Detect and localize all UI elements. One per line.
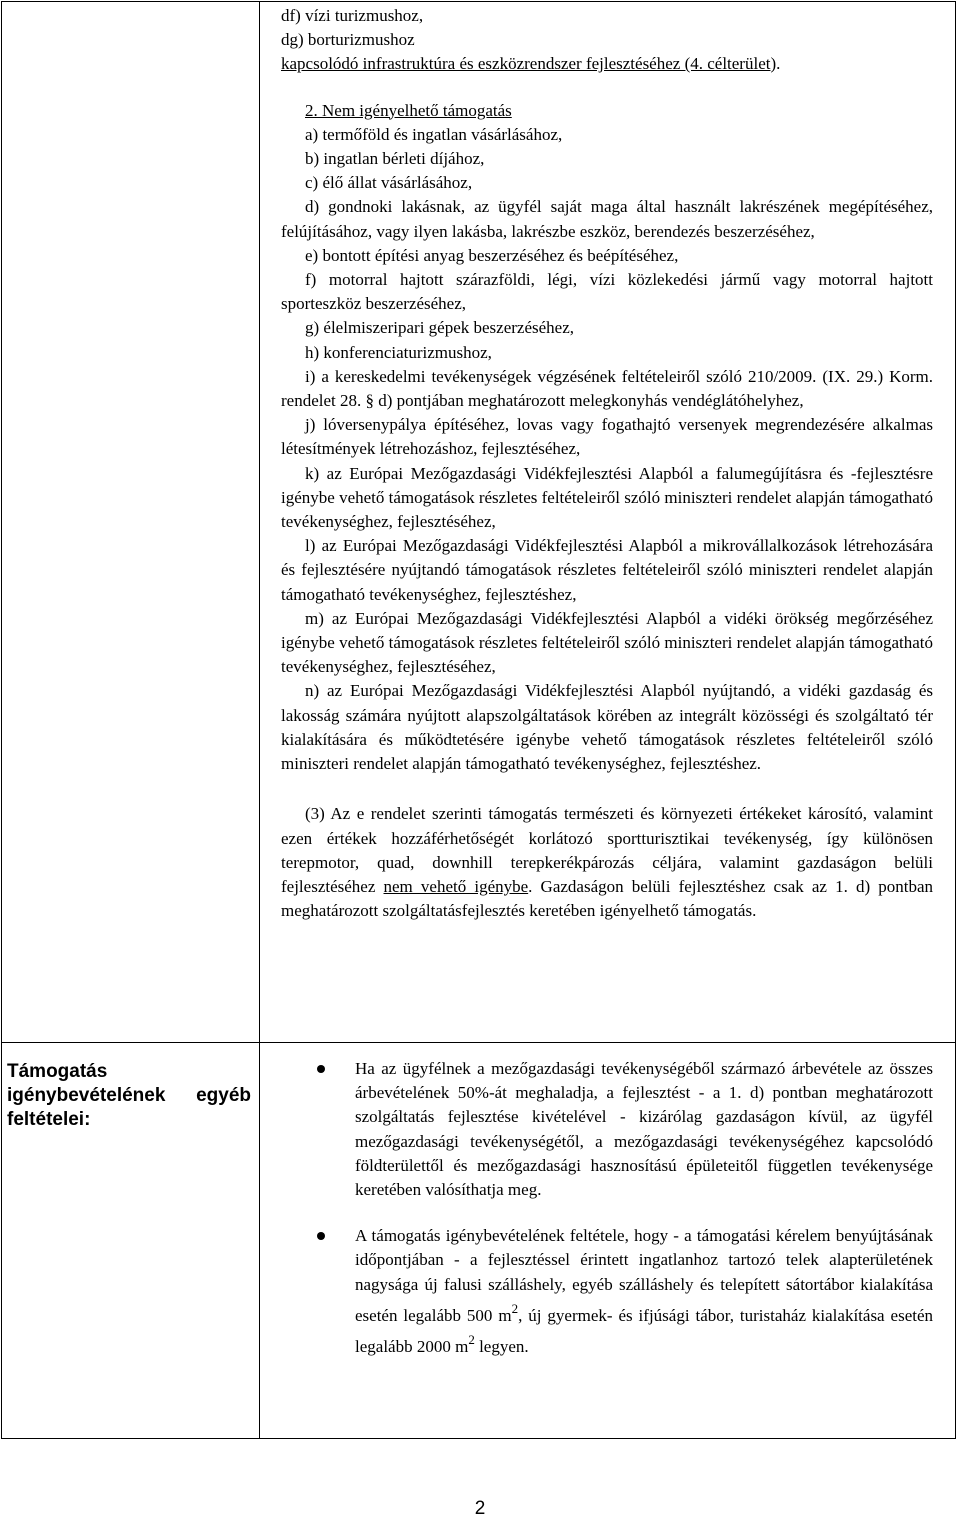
- paragraph-3: [281, 802, 933, 923]
- list-item: l) az Európai Mezőgazdasági Vidékfejlesztési Alapból a mikrovállalkozások létrehozására és fejlesztésére nyújtandó támogatások részletes feltételeiről szóló miniszteri rendelet alapján támogatható tevékenységhez, fejlesztéshez,: [281, 536, 933, 604]
- label-word: egyéb: [196, 1085, 251, 1106]
- bullet-text: , új gyermek- és ifjúsági tábor, turistaház kialakítása esetén legalább 2000 m: [355, 1305, 934, 1357]
- list-item: k) az Európai Mezőgazdasági Vidékfejlesztési Alapból a falumegújításra és -fejlesztésre igénybe vehető támogatások részletes feltételeiről szóló miniszteri rendelet alapján támogatható tevékenységhez, fejlesztéséhez,: [281, 463, 933, 532]
- section-title-nem-igenyelheto: 2. Nem igényelhető támogatás: [305, 100, 512, 120]
- label-line: [7, 1084, 251, 1108]
- bullet-item: [281, 1224, 933, 1359]
- bullet-item: [281, 1057, 933, 1202]
- list-item: c) élő állat vásárlásához,: [305, 173, 473, 193]
- bullet-text: legyen.: [474, 1337, 529, 1357]
- paragraph-3-part: (3) Az e rendelet szerinti támogatás természeti és környezeti értékeket károsító, valamint ezen értékek hozzáférhetőségét korlátozó sportturisztikai tevékenység, így különösen terepmotor, quad, downhill terepkerékpározás céljára, valamint gazdaságon belüli fejlesztéséhez: [281, 804, 933, 896]
- list-item: h) konferenciaturizmushoz,: [305, 342, 492, 362]
- label-line: feltételei:: [7, 1109, 91, 1130]
- superscript: 2: [511, 1300, 519, 1316]
- bullet-text: Ha az ügyfélnek a mezőgazdasági tevékenységéből származó árbevétele az összes árbevételének 50%-át meghaladja, a fejlesztést - a 1. d) pontban meghatározott szolgáltatás fejlesztése kivételével - kizárólag gazdaságon kívül, az ügyfél mezőgazdasági tevékenységétől, a mezőgazdasági tevékenységéhez kapcsolódó földterülettől és mezőgazdasági hasznosítású épületeitől független tevékenysége keretében valósíthatja meg.: [355, 1059, 933, 1200]
- item-df: df) vízi turizmushoz,: [281, 6, 424, 25]
- infra-end: ).: [770, 54, 781, 74]
- list-item: f) motorral hajtott szárazföldi, légi, vízi közlekedési jármű vagy motorral hajtott sporteszköz beszerzéséhez,: [281, 270, 933, 314]
- bullet-dot-icon: [317, 1232, 325, 1240]
- row-label-egyeb-feltetelek: [7, 1060, 251, 1132]
- list-item: i) a kereskedelmi tevékenységek végzésének feltételeiről szóló 210/2009. (IX. 29.) Korm. rendelet 28. § d) pontjában meghatározott melegkonyhás vendéglátóhelyhez,: [281, 366, 933, 411]
- list-item: j) lóversenypálya építéséhez, lovas vagy fogathajtó versenyek megrendezésére alkalmas létesítmények létrehozáshoz, fejlesztéséhez,: [281, 415, 933, 459]
- list-item: d) gondnoki lakásnak, az ügyfél saját maga által használt lakrészének megépítéséhez, felújításához, vagy ilyen lakásba, lakrészbe eszköz, berendezés beszerzéséhez,: [281, 197, 933, 241]
- column-divider: [259, 2, 260, 1438]
- bullet-dot-icon: [317, 1065, 325, 1073]
- list-item: a) termőföld és ingatlan vásárlásához,: [305, 124, 563, 144]
- list-item: g) élelmiszeripari gépek beszerzéséhez,: [305, 318, 575, 338]
- label-line: Támogatás: [7, 1061, 108, 1082]
- infra-line: [281, 52, 933, 76]
- paragraph-3-underlined: nem vehető igénybe: [383, 876, 529, 896]
- label-word: igénybevételének: [7, 1085, 166, 1106]
- bullet-text: A támogatás igénybevételének feltétele, hogy - a támogatási kérelem benyújtásának időpontjában - a fejlesztéssel érintett ingatlanhoz tartozó telek alapterületének nagysága új falusi szálláshely, egyéb szálláshely és telepített sátortábor kialakítása esetén legalább 500 m: [355, 1226, 933, 1325]
- upper-content: [281, 4, 933, 923]
- list-item: m) az Európai Mezőgazdasági Vidékfejlesztési Alapból a vidéki örökség megőrzéséhez igénybe vehető támogatások részletes feltételeiről szóló miniszteri rendelet alapján támogatható tevékenységhez, fejlesztéséhez,: [281, 608, 933, 677]
- list-item: e) bontott építési anyag beszerzéséhez és beépítéséhez,: [305, 245, 679, 265]
- superscript: 2: [468, 1332, 475, 1348]
- item-dg: dg) borturizmushoz: [281, 30, 415, 50]
- list-item: n) az Európai Mezőgazdasági Vidékfejlesztési Alapból nyújtandó, a vidéki gazdaság és lakosság számára nyújtott alapszolgáltatások körében az integrált közösségi és szolgáltató tér kialakítására és működtetésére igénybe vehető támogatások részletes feltételeiről szóló miniszteri rendelet alapján támogatható tevékenységhez, fejlesztéshez.: [281, 681, 933, 774]
- list-item: b) ingatlan bérleti díjához,: [305, 149, 485, 169]
- paragraph-3-part: . Gazdaságon belüli fejlesztéshez csak az 1. d) pontban meghatározott szolgáltatásfejlesztés keretében igényelhető támogatás.: [281, 876, 933, 921]
- row-divider: [2, 1042, 955, 1043]
- infra-underlined: kapcsolódó infrastruktúra és eszközrendszer fejlesztéséhez (4. célterület: [281, 54, 771, 74]
- page-number: 2: [474, 1498, 486, 1519]
- conditions-list: [281, 1057, 933, 1359]
